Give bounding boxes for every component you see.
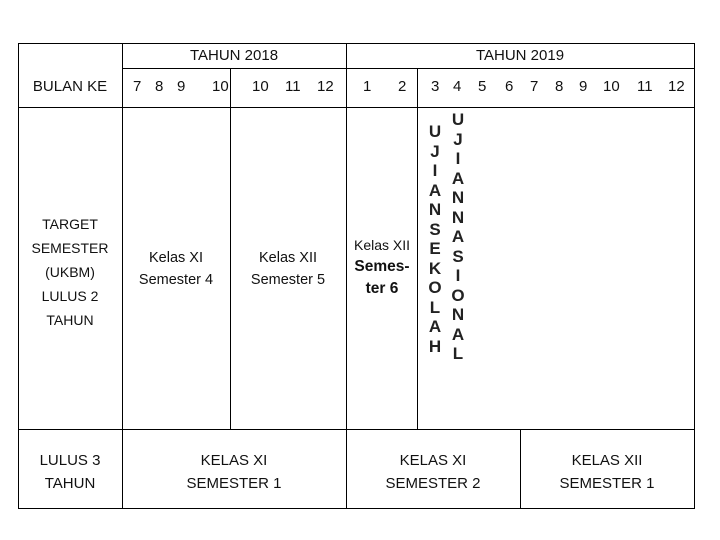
vertical-letter: O [451, 285, 465, 305]
kelas-xii-semester-1 [520, 449, 694, 495]
kelas-xii-semester-5 [230, 247, 346, 291]
target-label [18, 212, 122, 332]
cell-line: Semes- [354, 258, 410, 275]
vertical-letter: N [428, 200, 442, 219]
bulan-ke-label: BULAN KE [32, 78, 108, 95]
lulus3-label-line: TAHUN [44, 475, 96, 492]
month-2019-5: 5 [478, 78, 487, 95]
month-2019-2: 2 [398, 78, 407, 95]
month-2018-12: 12 [317, 78, 334, 95]
target-label-line: SEMESTER [31, 240, 109, 256]
vertical-letter: S [429, 219, 441, 239]
vertical-letter: L [452, 344, 464, 363]
cell-line: SEMESTER 1 [559, 475, 655, 492]
month-2018-8: 8 [155, 78, 164, 95]
lulus3-label [18, 449, 122, 495]
vertical-letter: I [455, 266, 461, 285]
table-border-bottom [18, 508, 694, 509]
month-2019-6: 6 [505, 78, 514, 95]
month-2019-12: 12 [668, 78, 685, 95]
month-2018-9: 9 [177, 78, 186, 95]
vertical-letter: I [455, 149, 461, 168]
cell-line: KELAS XII [571, 452, 643, 469]
row-divider-years [122, 68, 694, 69]
vertical-letter: O [428, 278, 442, 297]
cell-line: SEMESTER 1 [186, 475, 282, 492]
kelas-xi-semester-1 [122, 449, 346, 495]
vertical-letter: U [451, 110, 465, 129]
cell-line: KELAS XI [399, 452, 467, 469]
month-2018-11: 11 [285, 78, 301, 95]
month-2019-10: 10 [603, 78, 620, 95]
kelas-xii-semester-6 [346, 234, 418, 300]
cell-line: Semester 4 [138, 272, 214, 288]
month-2019-7: 7 [530, 78, 539, 95]
cell-line: ter 6 [365, 280, 399, 297]
month-2019-4: 4 [453, 78, 462, 95]
month-2019-11: 11 [637, 78, 653, 95]
month-2018-10a: 10 [212, 78, 229, 95]
vertical-letter: J [453, 129, 463, 149]
month-2019-8: 8 [555, 78, 564, 95]
vertical-letter: A [428, 317, 442, 336]
cell-line: Semester 5 [250, 272, 326, 288]
cell-line: Kelas XII [258, 250, 318, 266]
vertical-letter: N [451, 305, 465, 324]
vertical-letter: S [452, 246, 464, 266]
row-divider-lulus3 [18, 429, 694, 430]
vertical-letter: A [428, 180, 442, 200]
table-border-top [18, 43, 694, 44]
vertical-letter: U [428, 122, 442, 141]
month-2018-7: 7 [133, 78, 142, 95]
cell-line: KELAS XI [200, 452, 268, 469]
table-border-right [694, 43, 695, 509]
vertical-letter: I [432, 161, 438, 180]
vertical-letter: A [451, 324, 465, 344]
vertical-letter: N [451, 207, 465, 227]
year-2019-heading: TAHUN 2019 [475, 47, 565, 64]
target-label-line: TAHUN [46, 312, 94, 328]
month-2019-1: 1 [363, 78, 372, 95]
ujian-nasional-vertical [448, 110, 468, 364]
vertical-letter: H [428, 336, 442, 356]
row-divider-header [18, 107, 694, 108]
cell-line: SEMESTER 2 [385, 475, 481, 492]
target-label-line: LULUS 2 [41, 288, 99, 304]
month-2019-9: 9 [579, 78, 588, 95]
target-label-line: (UKBM) [45, 264, 95, 280]
vertical-letter: N [451, 188, 465, 207]
lulus3-label-line: LULUS 3 [39, 452, 101, 469]
vertical-letter: L [429, 297, 441, 317]
vertical-letter: A [451, 227, 465, 246]
month-2018-10b: 10 [252, 78, 269, 95]
vertical-letter: E [429, 239, 441, 258]
month-2019-3: 3 [431, 78, 440, 95]
year-2018-heading: TAHUN 2018 [189, 47, 279, 64]
kelas-xi-semester-2 [346, 449, 520, 495]
vertical-letter: K [428, 258, 442, 278]
cell-line: Kelas XI [149, 250, 203, 266]
kelas-xi-semester-4 [122, 247, 230, 291]
vertical-letter: A [451, 168, 465, 188]
vertical-letter: J [430, 141, 440, 161]
target-label-line: TARGET [42, 216, 98, 232]
cell-line: Kelas XII [353, 237, 411, 253]
ujian-sekolah-vertical [425, 122, 445, 356]
